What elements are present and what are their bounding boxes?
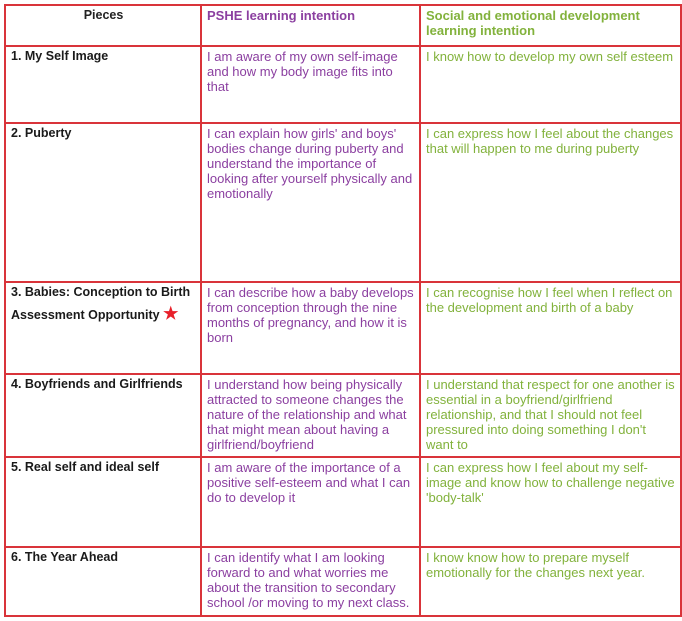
sed-cell: I understand that respect for one another is essential in a boyfriend/girlfriend relationship, and that I should not feel pressured into doing something I don't want to (420, 374, 681, 457)
piece-cell: 1. My Self Image (5, 46, 201, 123)
sed-cell: I know know how to prepare myself emotionally for the changes next year. (420, 547, 681, 616)
header-pieces: Pieces (5, 5, 201, 46)
piece-cell: 5. Real self and ideal self (5, 457, 201, 547)
sed-cell: I can express how I feel about the changes that will happen to me during puberty (420, 123, 681, 282)
sed-cell: I can recognise how I feel when I reflect on the development and birth of a baby (420, 282, 681, 374)
piece-cell: 2. Puberty (5, 123, 201, 282)
piece-cell: 4. Boyfriends and Girlfriends (5, 374, 201, 457)
pshe-cell: I understand how being physically attracted to someone changes the nature of the relationship and what that might mean about having a girlfriend/boyfriend (201, 374, 420, 457)
pshe-cell: I am aware of the importance of a positive self-esteem and what I can do to develop it (201, 457, 420, 547)
header-sed: Social and emotional development learning intention (420, 5, 681, 46)
table-row (5, 547, 681, 616)
pshe-cell: I can describe how a baby develops from conception through the nine months of pregnancy, and how it is born (201, 282, 420, 374)
star-icon: ★ (163, 304, 179, 323)
table-row (5, 46, 681, 123)
table-row (5, 457, 681, 547)
table-row (5, 282, 681, 374)
assessment-text: Assessment Opportunity (11, 308, 160, 322)
table-row (5, 374, 681, 457)
pshe-cell: I can explain how girls' and boys' bodies change during puberty and understand the importance of looking after yourself physically and emotionally (201, 123, 420, 282)
piece-title: 3. Babies: Conception to Birth (11, 285, 191, 299)
header-row (5, 5, 681, 46)
sed-cell: I know how to develop my own self esteem (420, 46, 681, 123)
pshe-cell: I am aware of my own self-image and how my body image fits into that (201, 46, 420, 123)
table-row (5, 123, 681, 282)
piece-cell: 6. The Year Ahead (5, 547, 201, 616)
learning-intentions-table (4, 4, 682, 617)
sed-cell: I can express how I feel about my self-image and know how to challenge negative 'body-talk' (420, 457, 681, 547)
pshe-cell: I can identify what I am looking forward to and what worries me about the transition to secondary school /or moving to my next class. (201, 547, 420, 616)
assessment-label (11, 306, 196, 323)
header-pshe: PSHE learning intention (201, 5, 420, 46)
piece-cell (5, 282, 201, 374)
